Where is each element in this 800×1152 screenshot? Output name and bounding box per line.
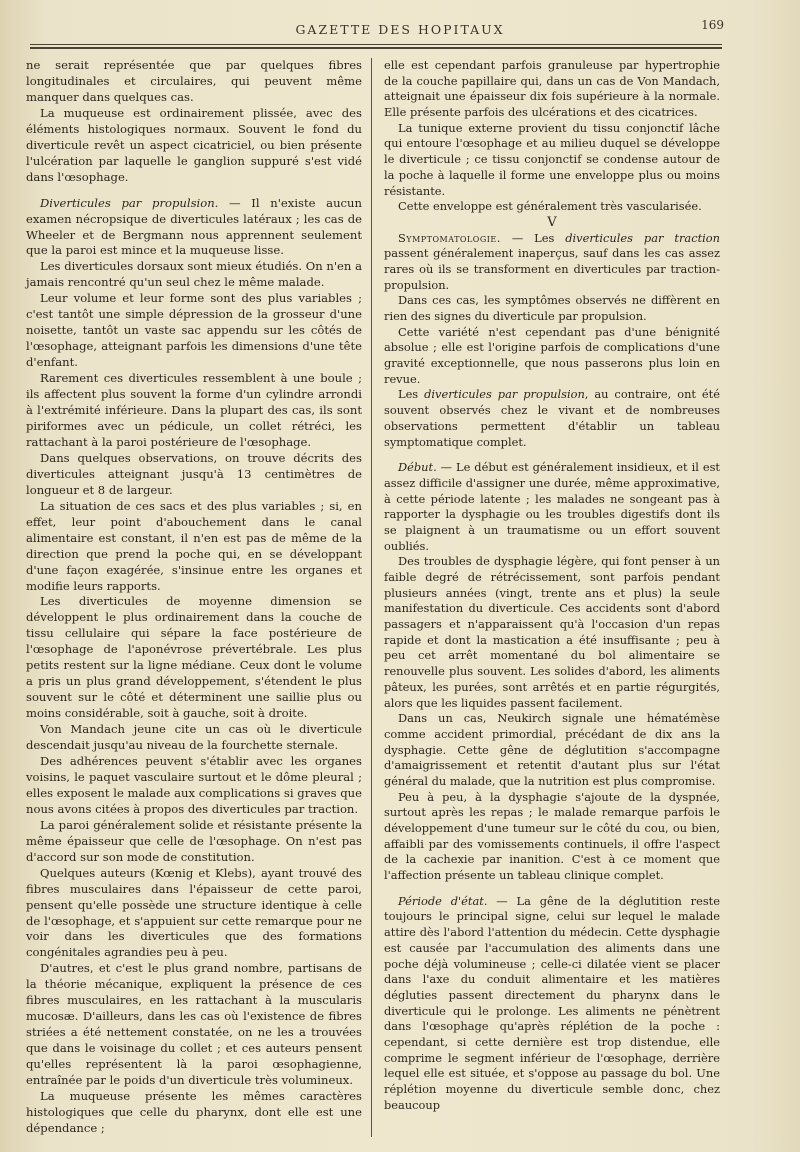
paragraph-text: — Le début est généralement insidieux, et il est assez difficile d'assigner une durée, même approximative, à cette période latente ; les malades ne songeant pas à rapporter la dysphagie ou les troubles digestifs dont ils se plaignent à un traumatisme ou un effort souvent oubliés. — [384, 460, 720, 553]
paragraph: Les diverticules dorsaux sont mieux étudiés. On n'en a jamais rencontré qu'un seul chez le même malade. — [26, 259, 362, 290]
paragraph: Dans un cas, Neukirch signale une hématémèse comme accident primordial, précédant de dix ans la dysphagie. Cette gêne de déglutition s'accompagne d'amaigrissement et retentit d'autant plus sur l'état général du malade, que la nutrition est plus compromise. — [384, 711, 720, 788]
paragraph: D'autres, et c'est le plus grand nombre, partisans de la théorie mécanique, expliquent la présence de ces fibres musculaires, en les rattachant à la muscularis mucosæ. D'ailleurs, dans les cas où l'existence de fibres striées a été nettement constatée, on ne les a trouvées que dans le voisinage du collet ; et ces auteurs pensent qu'elles représentent là la paroi œsophagienne, entraînée par le poids d'un diverticule très volumineux. — [26, 961, 362, 1088]
paragraph — [384, 231, 720, 294]
paragraph: La tunique externe provient du tissu conjonctif lâche qui entoure l'œsophage et au milieu duquel se développe le diverticule ; ce tissu conjonctif se condense autour de la poche à laquelle il forme une enveloppe plus ou moins résistante. — [384, 120, 720, 198]
paragraph: La muqueuse présente les mêmes caractères histologiques que celle du pharynx, dont elle est une dépendance ; — [26, 1089, 362, 1135]
paragraph-italic: diverticules par traction — [565, 230, 720, 245]
paragraph: La paroi généralement solide et résistante présente la même épaisseur que celle de l'œsophage. On n'est pas d'accord sur son mode de constitution. — [26, 817, 362, 864]
paragraph-text: — La gêne de la déglutition reste toujours le principal signe, celui sur lequel le malade attire dès l'abord l'attention du médecin. Cette dysphagie est causée par l'accumulation des aliments dans une poche déjà volumineuse ; celle-ci dilatée vient se placer dans l'axe du conduit alimentaire et les matières dégluties passent directement du pharynx dans le diverticule qui le prolonge. Les aliments ne pénètrent dans l'œsophage qu'après réplétion de la poche : cependant, si cette dernière est trop distendue, elle comprime le segment inférieur de l'œsophage, derrière lequel elle est située, et s'oppose au passage du bol. Une réplétion moyenne du diverticule semble donc, chez beaucoup — [384, 893, 720, 1112]
paragraph: La situation de ces sacs et des plus variables ; si, en effet, leur point d'abouchement dans le canal alimentaire est constant, il n'en est pas de même de la direction que prend la poche qui, en se développant d'une façon exagérée, s'insinue entre les organes et modifie leurs rapports. — [26, 498, 362, 593]
paragraph-text: , au contraire, ont été souvent observés chez le vivant et de nombreuses observations permettent d'établir un tableau symptomatique complet. — [384, 387, 720, 449]
paragraph: Les diverticules de moyenne dimension se développent le plus ordinairement dans la couche de tissu cellulaire qui sépare la face postérieure de l'œsophage de l'aponévrose prévertébrale. Les plus petits restent sur la ligne médiane. Ceux dont le volume a pris un plus grand développement, s'étendent le plus souvent sur le côté et déterminent une saillie plus ou moins considérable, soit à gauche, soit à droite. — [26, 594, 362, 721]
paragraph: La muqueuse est ordinairement plissée, avec des éléments histologiques normaux. Souvent le fond du diverticule revêt un aspect cicatriciel, ou bien présente l'ulcération par laquelle le ganglion suppuré s'est vidé dans l'œsophage. — [26, 105, 362, 184]
paragraph: Peu à peu, à la dysphagie s'ajoute de la dyspnée, surtout après les repas ; le malade remarque parfois le développement d'une tumeur sur le côté du cou, ou bien, affaibli par des vomissements continuels, il offre l'aspect de la cachexie par inanition. C'est à ce moment que l'affection présente un tableau clinique complet. — [384, 789, 720, 883]
paragraph-lead: Diverticules par propulsion. — [40, 195, 219, 210]
paragraph: ne serait représentée que par quelques fibres longitudinales et circulaires, qui peuvent même manquer dans quelques cas. — [26, 58, 362, 104]
paragraph: elle est cependant parfois granuleuse par hypertrophie de la couche papillaire qui, dans un cas de Von Mandach, atteignait une épaisseur dix fois supérieure à la normale. Elle présente parfois des ulcérations et des cicatrices. — [384, 58, 720, 120]
paragraph: Rarement ces diverticules ressemblent à une boule ; ils affectent plus souvent la forme d'un cylindre arrondi à l'extrémité inférieure. Dans la plupart des cas, ils sont piriformes avec un pédicule, un collet rétréci, les rattachant à la paroi postérieure de l'œsophage. — [26, 371, 362, 449]
paragraph: Dans quelques observations, on trouve décrits des diverticules atteignant jusqu'à 13 centimètres de longueur et 8 de largeur. — [26, 450, 362, 497]
paragraph — [384, 894, 720, 1114]
paragraph: Cette variété n'est cependant pas d'une bénignité absolue ; elle est l'origine parfois de complications d'une gravité exceptionnelle, que nous passerons plus loin en revue. — [384, 324, 720, 386]
page-number: 169 — [701, 18, 724, 32]
paragraph — [384, 460, 720, 554]
paragraph: Leur volume et leur forme sont des plus variables ; c'est tantôt une simple dépression de la grosseur d'une noisette, tantôt un vaste sac appendu sur les côtés de l'œsophage, atteignant parfois les dimensions d'une tête d'enfant. — [26, 291, 362, 370]
paragraph — [26, 196, 362, 260]
paragraph-italic: diverticules par propulsion — [424, 387, 585, 402]
paragraph: Des adhérences peuvent s'établir avec les organes voisins, le paquet vasculaire surtout et le dôme pleural ; elles exposent le malade aux complications si graves que nous avons citées à propos des diverticules par traction. — [26, 753, 362, 816]
paragraph: Des troubles de dysphagie légère, qui font penser à un faible degré de rétrécissement, sont parfois pendant plusieurs années (vingt, trente ans et plus) la seule manifestation du diverticule. Ces accidents sont d'abord passagers et n'apparaissent qu'à l'occasion d'un repas rapide et dont la mastication a été insuffisante ; peu à peu cet arrêt momentané du bol alimentaire se renouvelle plus souvent. Les solides d'abord, les aliments pâteux, les purées, sont arrêtés et en partie régurgités, alors que les liquides passent facilement. — [384, 554, 720, 710]
paragraph: Cette enveloppe est généralement très vascularisée. — [398, 199, 702, 214]
column-separator — [371, 58, 372, 1137]
paragraph: Dans ces cas, les symptômes observés ne diffèrent en rien des signes du diverticule par propulsion. — [384, 293, 720, 323]
right-column — [384, 58, 720, 1113]
running-head: GAZETTE DES HOPITAUX — [295, 22, 505, 37]
paragraph-text: — Il n'existe aucun examen nécropsique de diverticules latéraux ; les cas de Wheeler et de Bergmann nous apprennent seulement que la paroi est mince et la muqueuse lisse. — [26, 195, 362, 258]
paragraph-lead: Symptomatologie. — [398, 230, 501, 245]
section-number: V — [547, 214, 557, 230]
left-column — [26, 58, 362, 1137]
header-rule-thick — [30, 47, 722, 49]
paragraph-text: passent généralement inaperçus, sauf dans les cas assez rares où ils se transforment en diverticules par traction-propulsion. — [384, 246, 720, 292]
paragraph-lead: Période d'état. — [398, 893, 488, 908]
paragraph-text: — Les — [500, 230, 566, 245]
paragraph: Von Mandach jeune cite un cas où le diverticule descendait jusqu'au niveau de la fourchette sternale. — [26, 722, 362, 753]
paragraph: Quelques auteurs (Kœnig et Klebs), ayant trouvé des fibres musculaires dans l'épaisseur de cette paroi, pensent qu'elle possède une structure identique à celle de l'œsophage, et s'appuient sur cette remarque pour ne voir dans les diverticules que des formations congénitales agrandies peu à peu. — [26, 865, 362, 960]
paragraph-text: Les — [398, 387, 425, 402]
header-rule — [30, 44, 722, 45]
paragraph-lead: Début. — [398, 460, 437, 475]
paragraph — [384, 387, 720, 450]
